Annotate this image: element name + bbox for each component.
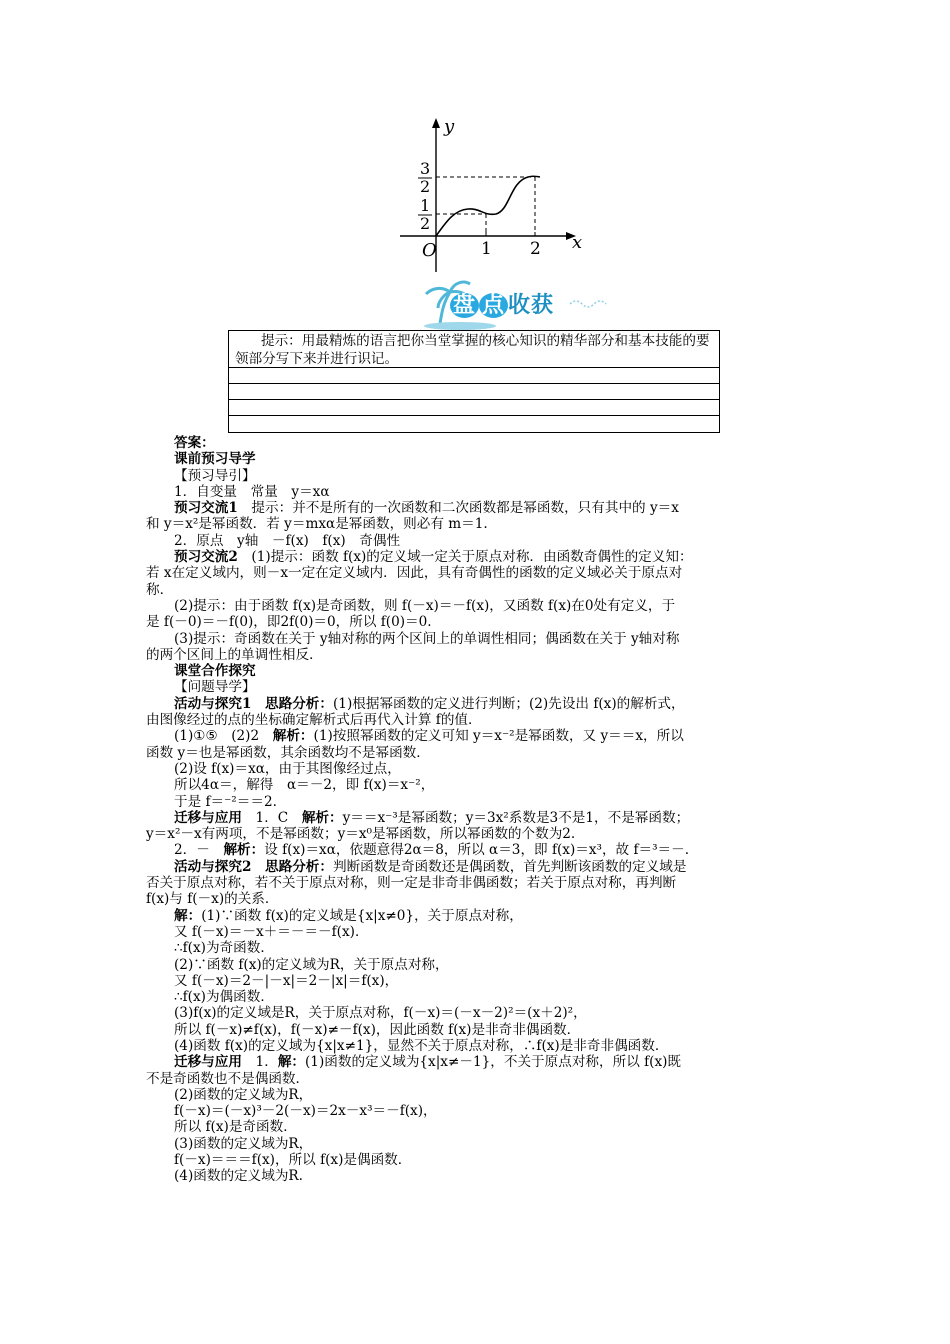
text-line: y＝x²－x有两项，不是幂函数；y＝x⁰是幂函数，所以幂函数的个数为2. — [146, 826, 576, 843]
text-line: 2．－ 解析：设 f(x)＝xα，依题意得2α＝8，所以 α＝3，即 f(x)＝x³，故 f＝³＝－. — [174, 842, 690, 859]
y-tick-half-num: 1 — [420, 196, 431, 215]
text-line: 是 f(－0)＝－f(0)，即2f(0)＝0，所以 f(0)＝0. — [146, 614, 432, 631]
text-line: 函数 y＝也是幂函数，其余函数均不是幂函数． — [146, 744, 430, 761]
text-line: 迁移与应用 1．C 解析：y＝＝x⁻³是幂函数；y＝3x²系数是3不是1，不是幂函数； — [174, 809, 690, 826]
text-line: f(－x)＝(－x)³－2(－x)＝2x－x³＝－f(x)， — [174, 1103, 437, 1120]
text-line: 活动与探究1 思路分析：(1)根据幂函数的定义进行判断；(2)先设出 f(x)的解析式， — [174, 695, 685, 712]
y-axis-label: y — [444, 116, 455, 137]
y-axis-arrow — [432, 118, 440, 128]
writing-line-4 — [229, 415, 719, 416]
answer-content — [146, 435, 814, 1185]
text-line: 的两个区间上的单调性相反． — [146, 646, 323, 663]
text-line: 预习交流1 提示：并不是所有的一次函数和二次函数都是幂函数，只有其中的 y＝x — [174, 500, 679, 517]
x-axis-label: x — [572, 232, 583, 253]
y-tick-half-den: 2 — [420, 214, 431, 233]
bubble-trail-icon — [570, 301, 606, 307]
text-line: (3)函数的定义域为R， — [174, 1135, 313, 1152]
section-classroom: 课堂合作探究 — [174, 663, 256, 680]
writing-line-1 — [229, 367, 719, 368]
text-line: (2)∵函数 f(x)的定义域为R，关于原点对称， — [174, 956, 449, 973]
answer-heading: 答案： — [174, 435, 215, 451]
text-line: ∴f(x)为偶函数． — [174, 989, 274, 1006]
text-line: 和 y＝x²是幂函数．若 y＝mxα是幂函数，则必有 m＝1. — [146, 516, 488, 533]
text-line: 所以4α＝，解得 α＝－2，即 f(x)＝x⁻²， — [174, 777, 435, 794]
section-preview: 课前预习导学 — [174, 451, 256, 468]
text-line: 不是奇函数也不是偶函数． — [146, 1070, 310, 1087]
text-line: 又 f(－x)＝2－|－x|＝2－|x|＝f(x)， — [174, 972, 399, 989]
curve — [436, 176, 540, 236]
banner-title — [450, 288, 554, 319]
origin-label: O — [422, 240, 437, 261]
text-line: 预习交流2 (1)提示：函数 f(x)的定义域一定关于原点对称．由函数奇偶性的定义知： — [174, 549, 693, 566]
text-line: (2)函数的定义域为R， — [174, 1086, 313, 1103]
text-line: 若 x在定义域内，则－x一定在定义域内．因此，具有奇偶性的函数的定义域必关于原点对 — [146, 565, 683, 582]
text-line: 所以 f(x)是奇函数． — [174, 1119, 297, 1136]
text-line: (1)①⑤ (2)2 解析：(1)按照幂函数的定义可知 y＝x⁻²是幂函数，又 y＝＝x，所以 — [174, 728, 684, 745]
text-line: 2．原点 y轴 －f(x) f(x) 奇偶性 — [174, 532, 401, 549]
text-line: ∴f(x)为奇函数． — [174, 940, 274, 957]
text-line: f(－x)＝＝＝f(x)，所以 f(x)是偶函数． — [174, 1152, 412, 1169]
text-line: (4)函数 f(x)的定义域为{x|x≠1}，显然不关于原点对称，∴f(x)是非奇非偶函数． — [174, 1037, 669, 1054]
text-line: 又 f(－x)＝－x＋＝－＝－f(x)． — [174, 923, 369, 940]
text-line: 活动与探究2 思路分析：判断函数是奇函数还是偶函数，首先判断该函数的定义域是 — [174, 858, 687, 875]
banner-char-1: 盘 — [450, 293, 479, 318]
banner-char-2: 点 — [479, 293, 508, 318]
y-tick-three-half-den: 2 — [420, 177, 431, 196]
text-line: f(x)与 f(－x)的关系． — [146, 891, 279, 908]
banner-char-3: 收获 — [508, 293, 555, 318]
text-line: 迁移与应用 1．解：(1)函数的定义域为{x|x≠－1}，不关于原点对称，所以 f(x)既 — [174, 1054, 682, 1071]
text-line: 于是 f＝⁻²＝＝2. — [174, 793, 277, 810]
text-line: 称． — [146, 581, 174, 598]
subsection-preview-guide: 【预习导引】 — [174, 467, 256, 484]
text-line: 1．自变量 常量 y＝xα — [174, 483, 330, 500]
text-line: (3)f(x)的定义域是R，关于原点对称，f(－x)＝(－x－2)²＝(x＋2)²， — [174, 1005, 587, 1022]
x-tick-label-1: 1 — [481, 239, 492, 259]
text-line: 所以 f(－x)≠f(x)，f(－x)≠－f(x)，因此函数 f(x)是非奇非偶函数． — [174, 1021, 581, 1038]
function-graph — [380, 112, 610, 280]
text-line: (2)设 f(x)＝xα，由于其图像经过点， — [174, 760, 401, 777]
text-line: (3)提示：奇函数在关于 y轴对称的两个区间上的单调性相同；偶函数在关于 y轴对称 — [174, 630, 680, 647]
text-line: 否关于原点对称，若不关于原点对称，则一定是非奇非偶函数；若关于原点对称，再判断 — [146, 875, 677, 892]
summary-box — [228, 330, 720, 433]
x-tick-label-2: 2 — [530, 239, 541, 259]
wave-shape — [424, 322, 496, 330]
summary-tip: 提示：用最精炼的语言把你当堂掌握的核心知识的精华部分和基本技能的要领部分写下来并进行识记。 — [235, 333, 710, 367]
text-line: 解：(1)∵函数 f(x)的定义域是{x|x≠0}，关于原点对称， — [174, 907, 523, 924]
y-tick-three-half-num: 3 — [420, 159, 431, 178]
text-line: (4)函数的定义域为R. — [174, 1168, 303, 1185]
writing-line-3 — [229, 399, 719, 400]
text-line: 由图像经过的点的坐标确定解析式后再代入计算 f的值． — [146, 712, 482, 729]
subsection-question-guide: 【问题导学】 — [174, 679, 256, 696]
text-line: (2)提示：由于函数 f(x)是奇函数，则 f(－x)＝－f(x)，又函数 f(x)在0处有定义，于 — [174, 597, 676, 614]
writing-line-2 — [229, 383, 719, 384]
